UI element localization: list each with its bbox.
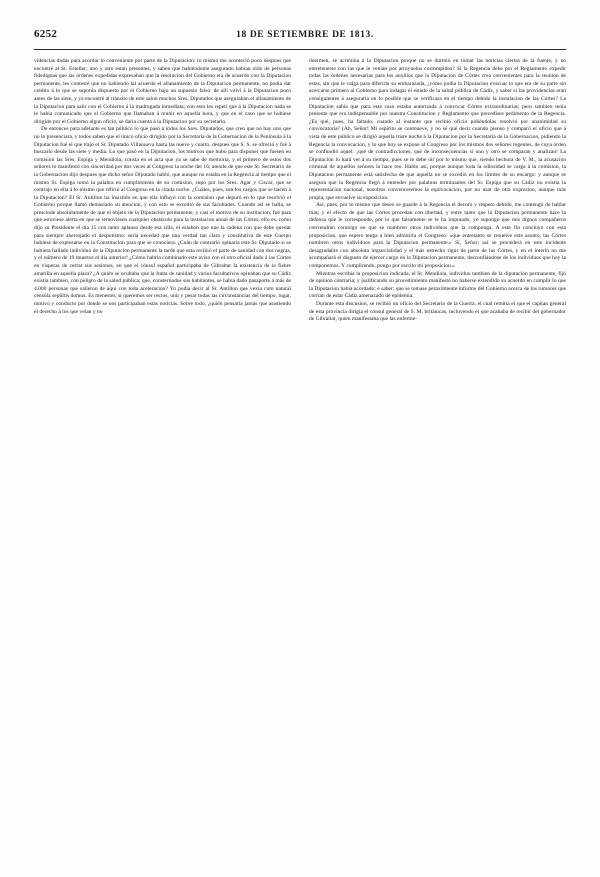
folio-number: 6252 [34,28,58,40]
paragraph: De entonces para adelante es tan público lo que pasó á todos los Sres. Diputados, que creo que no hay uno que no lo presenciara, y todos saben que el único oficio dirigido por la Secretaría de la Gobernacion de la Península á la Diputacion fué el que trajo el Sr. Diputado Villanueva hasta las nueve y cuarto, despues que S. S. se ofreció y fué á buscarlo desde las siete y media. Lo que pasó en la Diputacion, los motivos que hubo para disponer que fuesen en comision las Sres. Espiga y Mendiola, consta en el acta que ya se sabe de memoria, y el primero de estos dos señores lo manifestó con sinceridad por dos veces al Congreso la noche del 16; atendo de que este Sr. Secretario de la Gobernacion dijo despues que dicho señor Diputado habló, que aunque no estaba en la Regencia al tiempo que el mismo Sr. Espiga tomó la palabra en cumplimiento de su comision, supo por los Sres. Agar y Ciscar, que se contrajo en ella á lo mismo que refirió al Congreso en la citada noche. ¿Cuáles, pues, son los cargos que se hacen á la Diputacion? El Sr. Antillon ha insistido en que ella influyó con la comision que depuró en lo que resolvió el Gobierno porque llamó demasiado su atencion, y con esto se excedió de sus facultades. Cuando así se halla, se prescinde absolutamente de que el objeto de la Diputacion permanente, y casi el motivo de su institucion, fué para que estuviese alerta en que se removiesen cualquier obstáculo para la instalacion anual de las Córtes; ello es, como dijo su Presidente el dia 15 con tanto aplauso desde esa silla, el eslabon que une la cadena con que debe quedar para siempre aherrojado el despotismo: sería necedad que una verdad tan clara y constitutiva de este Cuerpo hubiese de expresarse en la Constitucion para que se conociera. ¿Cuán de contrario opinaria este Sr. Diputado si se hubiera hallado individuo de la Diputacion permanente la tarde que esta recibió el parte de sanidad con dos negras, y el número de 19 muertos el dia anterior! ¿Cómo habria combinado este aviso con el otro oficial dado á las Córtes en vísperas de cerrar sus sesiones, en que el cónsul español participaba de Gibraltar la existencia de la fiebre amarilla en aquella plaza? ¿A quién se ocultaba que la Junta de sanidad y varios facultativos opinaban que su Cádiz existia tambien, con peligro de la salud pública; que, consternados sus habitantes, se habia dado pasaporte á más de 4.000 personas que salieron de aquí con toda aceleracion? Yo podia decir al Sr. Antillon que vexia cum naturaï censŭla sepŭltis domus. Es menester, si queremos ser rectos, unir y pesar todas las circunstancias del tiempo, lugar, motivo y conducto por donde se nos participaban estas noticias. Sobre todo, ¿quién pensaría jamás que asistiendo el derecho á los que velan y no [34,126,291,315]
paragraph: duermen, se acrimina á la Diputacion porque no se durmió en tomar las noticias ciertas de la fuente, y no entretenerse con las que le venian por arroyuelos corrompidos? Si la Regencia debe por el Reglamento expedir todas las órdenes necesarias para los auxilios que la Diputacion de Córtes crea convenientes para la reunion de estas, sin que le valga para diferirla su embarazada, ¿cómo podia la Diputacion evacuar lo que era de su parte sin acercarse primero al Gobierno para indagar el estado de la salud pública de Cádiz, y saber si las providencias eran consiguientes á asegurarla en lo posible que se verificara en el tiempo debido la instalacion de las Córtes? La Diputacion sabia que para este caso estaba autorizada á convocar Córtes extraordinarias; pero tambien tenia presente que era indispensable por nuestra Constitucion y Reglamento que precedises pedimento de la Regencia. ¿Es qué, pues, ha faltado, cuando al instante que recibió oficio pidiéndolas resolvió por unanimidad su convocatoria? (Ah, Señor! Mi espíritu se conmueve, y no sé qué decir cuando pienso y comparó el oficio que á vista de este público se dirigió aquella triste noche á la Diputacion por la Secretaría de la Gobernacion, pidiendo la Regencia la convocacion, y lo que hoy se expone al Congreso por los mismos dos señores regentes, de cuya órden se confundió aquel: ¡qué de contradicciones, qué de inconsecuencias si uno y otro se comparan y analizan! La Diputacion lo hará ver á su tiempo; pues se le debe oir por lo mismo que, siendo hechura de V. M., la acusacion criminal de aquellos señores la hace reo. Hablo así, porque aunque toda la odiosidad se carga á la comision, la Diputacion permanente está satisfecha de que aquella no se excedió en los límites de su encargo: y aunque se asegura que la Regencia llegó á entender por palabras terminantes del Sr. Espiga que su Cádiz no existia la representacion nacional, nosotros convenceremos la equivocacion, por no usar de otra expresion, aunque más propia, que envuelve su exposicion. [309,58,566,201]
header-rule [34,49,566,50]
running-title: 18 DE SETIEMBRE DE 1813. [236,30,374,40]
paragraph: videncias dadas para acordar lo conveniente por parte de la Diputacion: lo mismo me aconteció poco despues que encontré al Sr. Esteller; uno y otro están presentes, y saben que habiéndome asegurado habian oido de personas fidedignas que las órdenes expedidas expresaban que la resolucion del Gobierno era de acuerdo con la Diputacion permanente, les contesté que no habiendo tal acuerdo el allanamiento de la Diputacion permanente, no podia dar crédito á lo que se suponia dispuesto por el Gobierno bajo un supuesto falso: de allí volví á la Diputacion poco antes de las siete, y ya encontré al tránsito de este salon muchos Sres. Diputados que aseguraban el allanamiento de la Diputacion para salir con el Gobierno á la madrugada inmediata; con esto les repetí que á la Diputacion nada se le habia comunicado que el Gobierno que Ilamaban á reunir en aquella hora, y que en el caso que se hubiese dirigido por el Gobierno algun oficio, se daria cuenta á la Diputacion por su secretario. [34,58,291,125]
right-column [309,58,566,858]
page-header [34,28,566,46]
paragraph: Durante esta discusion, se recibió un oficio del Secretario de la Guerra, el cual remitia el que el capitan general de esta provincia dirigia el cónsul general de S. M. británicas, incluyendo el que acababa de recibir del gobernador de Gibraltar, quien manifestaba que las enferme- [309,301,566,323]
paragraph: Así, pues, por lo mismo que deseo se guarde á la Regencia el decoro y respeto debido, me contengo de hablar más; y el efecto de que las Córtes procedan con libertad, y entre tanto que la Diputacion permanente hace la defensa que le corresponde, por lo que falsamente se le ha imputado, yo supongo que mis dignos compañeros convendrán conmigo en que se nombren otros individuos que la componga. A este fin concluyo con esta proposicion, que espero tenga á bien admitirla el Congreso: «que entretanto se resuelve este asunto, las Córtes nombren otros individuos para la Diputacion permanente.» Sí, Señor; así se procederá en este incidente desagradable con absoluta imparcialidad y el más estrecho rigor de parte de las Córtes, y en el ínterin no me acompañará el disgusto de ejercer cargo en la Diputacion permanente, desconfiándose de los individuos que hoy la componemos. Y cumplirendo, pongo por escrito mi proposicion.» [309,202,566,270]
paragraph: Mientras escribia la proposicion indicada, el Sr. Mendiola, individuo tambien de la diputacion permanente, fijó de opinion contraria; y justificando su procedimiento manifestó no haberse extendido su acuerdo en cumplir lo que la Diputacion habia acordado; é saber: que se tomase peraxilmente informe del Gobierno acerca de los rumores que corrian de estar Cádiz amenazado de epidemia. [309,270,566,300]
left-column [34,58,291,858]
text-columns [34,58,566,858]
